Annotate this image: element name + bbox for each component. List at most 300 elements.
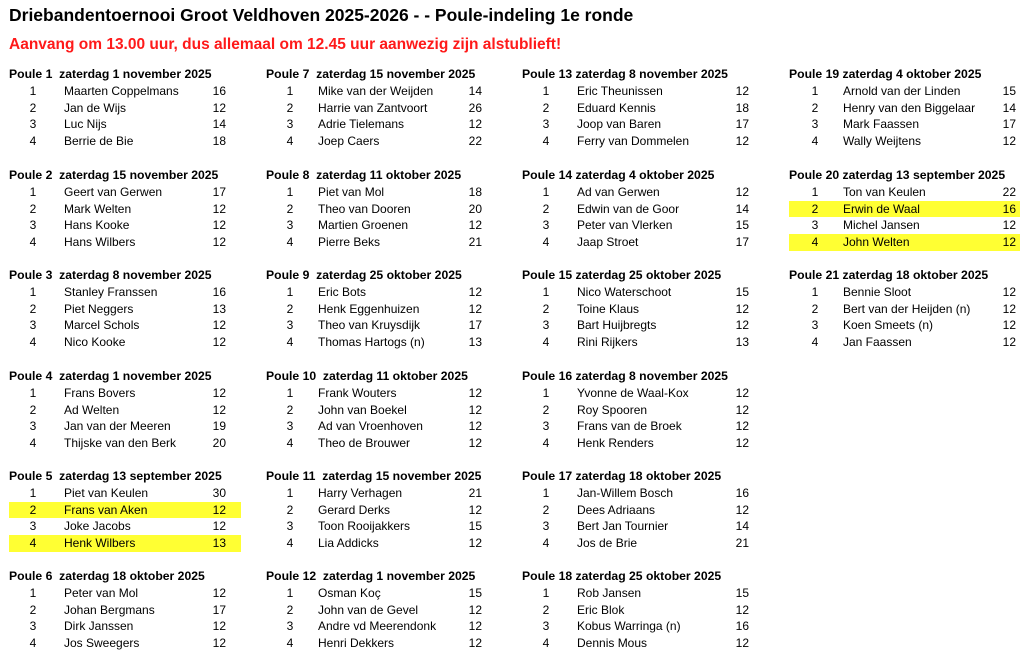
poule-label: Poule 11 (266, 469, 316, 483)
player-row-highlighted (9, 535, 241, 552)
player-name: Jan Faassen (843, 335, 912, 350)
poule-label: Poule 8 (266, 168, 310, 182)
player-row (9, 618, 241, 635)
player-row (266, 402, 498, 419)
player-row (266, 317, 498, 334)
poule-9 (266, 267, 498, 351)
player-name: Rini Rijkers (577, 335, 638, 350)
player-number: 3 (29, 419, 37, 434)
player-row (266, 618, 498, 635)
poule-date: zaterdag 1 november 2025 (322, 569, 476, 583)
player-row (9, 435, 241, 452)
player-name: Berrie de Bie (64, 134, 134, 149)
player-name: Edwin van de Goor (577, 201, 680, 216)
player-number: 3 (29, 619, 37, 634)
player-score: 15 (735, 586, 749, 600)
player-score: 12 (735, 419, 749, 434)
player-name: Wally Weijtens (843, 134, 922, 149)
player-row (522, 184, 754, 201)
poule-1 (9, 66, 241, 150)
player-number: 3 (29, 519, 37, 534)
player-name: Adrie Tielemans (318, 117, 405, 132)
player-name: Martien Groenen (318, 218, 409, 233)
player-score: 12 (212, 201, 226, 216)
player-name: Pierre Beks (318, 235, 381, 250)
player-name: Maarten Coppelmans (64, 84, 179, 98)
player-name: Bennie Sloot (843, 285, 912, 299)
player-score: 12 (1002, 301, 1016, 316)
player-row (9, 635, 241, 652)
player-score: 15 (1002, 84, 1016, 98)
player-score: 14 (735, 201, 749, 216)
player-score: 22 (1002, 185, 1016, 199)
player-number: 3 (542, 117, 550, 132)
player-number: 1 (29, 586, 37, 600)
poule-4 (9, 368, 241, 452)
poule-label: Poule 16 (522, 369, 573, 383)
player-name: Piet van Keulen (64, 486, 149, 500)
poule-label: Poule 7 (266, 67, 310, 81)
poule-header (9, 568, 241, 585)
poule-date: zaterdag 4 oktober 2025 (575, 168, 715, 182)
player-name: Kobus Warringa (n) (577, 619, 681, 634)
player-name: Jos de Brie (577, 536, 638, 551)
player-number: 4 (286, 636, 294, 651)
player-score: 21 (468, 235, 482, 250)
player-name: Rob Jansen (577, 586, 642, 600)
player-number: 2 (29, 402, 37, 417)
poule-header (266, 267, 498, 284)
player-score: 12 (468, 301, 482, 316)
player-score: 16 (1002, 201, 1016, 216)
player-score: 12 (212, 586, 226, 600)
player-score: 13 (735, 335, 749, 350)
player-row (266, 435, 498, 452)
player-row (789, 83, 1020, 100)
player-score: 15 (735, 218, 749, 233)
player-number: 1 (286, 386, 294, 400)
player-row (522, 301, 754, 318)
poule-date: zaterdag 15 november 2025 (322, 469, 482, 483)
player-name: Toon Rooijakkers (318, 519, 411, 534)
player-score: 15 (468, 519, 482, 534)
poule-header (789, 167, 1020, 184)
player-number: 4 (542, 636, 550, 651)
player-score: 12 (468, 536, 482, 551)
player-name: Eric Bots (318, 285, 367, 299)
poule-label: Poule 19 (789, 67, 840, 81)
poule-label: Poule 20 (789, 168, 840, 182)
player-score: 14 (468, 84, 482, 98)
player-number: 1 (811, 185, 819, 199)
player-number: 4 (542, 436, 550, 451)
player-name: Frans Bovers (64, 386, 136, 400)
player-row (266, 635, 498, 652)
poule-label: Poule 12 (266, 569, 317, 583)
player-row (266, 83, 498, 100)
player-score: 20 (212, 436, 226, 451)
player-score: 14 (1002, 100, 1016, 115)
player-score: 14 (735, 519, 749, 534)
player-number: 2 (811, 100, 819, 115)
player-row (9, 116, 241, 133)
player-score: 12 (735, 185, 749, 199)
player-name: Hans Wilbers (64, 235, 136, 250)
player-row (522, 83, 754, 100)
player-name: Eric Blok (577, 602, 625, 617)
player-number: 1 (29, 185, 37, 199)
player-score: 16 (212, 84, 226, 98)
player-score: 12 (735, 602, 749, 617)
player-number: 2 (542, 502, 550, 517)
player-score: 12 (1002, 318, 1016, 333)
player-name: Ad van Gerwen (577, 185, 660, 199)
player-name: Mark Welten (64, 201, 132, 216)
player-row (266, 184, 498, 201)
player-number: 3 (29, 117, 37, 132)
player-score: 12 (468, 386, 482, 400)
player-score: 12 (212, 502, 226, 517)
player-row (9, 184, 241, 201)
player-row (9, 334, 241, 351)
player-number: 1 (29, 486, 37, 500)
poule-header (522, 368, 754, 385)
player-score: 17 (212, 185, 226, 199)
player-name: Luc Nijs (64, 117, 107, 132)
player-name: Toine Klaus (577, 301, 640, 316)
player-name: Hans Kooke (64, 218, 130, 233)
player-number: 3 (286, 117, 294, 132)
player-row-highlighted (789, 201, 1020, 218)
poule-header (266, 568, 498, 585)
player-name: Thomas Hartogs (n) (318, 335, 425, 350)
poule-date: zaterdag 8 november 2025 (575, 369, 728, 383)
poule-header (522, 267, 754, 284)
player-name: Marcel Schols (64, 318, 140, 333)
player-number: 4 (29, 636, 37, 651)
player-score: 15 (735, 285, 749, 299)
player-number: 3 (542, 519, 550, 534)
player-name: Jan van der Meeren (64, 419, 171, 434)
poule-header (789, 66, 1020, 83)
player-number: 3 (286, 318, 294, 333)
player-name: Harry Verhagen (318, 486, 403, 500)
player-name: Bert van der Heijden (n) (843, 301, 971, 316)
player-name: Thijske van den Berk (64, 436, 177, 451)
player-number: 4 (542, 335, 550, 350)
player-row (266, 418, 498, 435)
player-row (522, 116, 754, 133)
player-number: 1 (286, 185, 294, 199)
start-time-notice: Aanvang om 13.00 uur, dus allemaal om 12.45 uur aanwezig zijn alstublieft! (9, 36, 562, 53)
player-row (522, 502, 754, 519)
player-name: Joop van Baren (577, 117, 662, 132)
player-name: Ferry van Dommelen (577, 134, 690, 149)
player-number: 1 (286, 486, 294, 500)
player-name: Mark Faassen (843, 117, 920, 132)
player-name: Gerard Derks (318, 502, 391, 517)
player-name: Osman Koç (318, 586, 381, 600)
player-score: 19 (212, 419, 226, 434)
player-score: 12 (735, 402, 749, 417)
poule-3 (9, 267, 241, 351)
player-score: 12 (735, 502, 749, 517)
player-score: 13 (212, 301, 226, 316)
player-name: Jan-Willem Bosch (577, 486, 674, 500)
player-name: Piet Neggers (64, 301, 134, 316)
poule-header (522, 66, 754, 83)
poule-label: Poule 9 (266, 268, 310, 282)
player-row (522, 284, 754, 301)
player-score: 21 (735, 536, 749, 551)
player-number: 4 (29, 235, 37, 250)
poule-11 (266, 468, 498, 552)
poule-header (9, 66, 241, 83)
poule-header (9, 267, 241, 284)
player-row (522, 485, 754, 502)
player-name: John van Boekel (318, 402, 407, 417)
poule-date: zaterdag 25 oktober 2025 (575, 268, 722, 282)
player-number: 1 (811, 285, 819, 299)
player-number: 3 (542, 318, 550, 333)
player-name: Henri Dekkers (318, 636, 395, 651)
player-name: Henk Renders (577, 436, 654, 451)
player-number: 4 (29, 436, 37, 451)
player-name: Jaap Stroet (577, 235, 639, 250)
player-name: Erwin de Waal (843, 201, 920, 216)
player-row (789, 116, 1020, 133)
player-number: 4 (286, 335, 294, 350)
poule-label: Poule 1 (9, 67, 53, 81)
player-row (266, 485, 498, 502)
player-name: Piet van Mol (318, 185, 385, 199)
player-row (522, 635, 754, 652)
player-name: Theo van Dooren (318, 201, 411, 216)
player-score: 12 (468, 117, 482, 132)
player-number: 3 (286, 218, 294, 233)
poule-label: Poule 5 (9, 469, 53, 483)
player-row (789, 217, 1020, 234)
player-number: 3 (811, 117, 819, 132)
poule-label: Poule 6 (9, 569, 53, 583)
player-row (9, 301, 241, 318)
player-score: 13 (468, 335, 482, 350)
player-score: 20 (468, 201, 482, 216)
player-score: 12 (212, 318, 226, 333)
player-name: Bart Huijbregts (577, 318, 657, 333)
player-score: 12 (212, 519, 226, 534)
player-number: 1 (542, 84, 550, 98)
poule-8 (266, 167, 498, 251)
poule-12 (266, 568, 498, 652)
player-name: Nico Kooke (64, 335, 126, 350)
poule-label: Poule 14 (522, 168, 573, 182)
poule-header (9, 368, 241, 385)
player-name: Bert Jan Tournier (577, 519, 669, 534)
player-row (789, 284, 1020, 301)
player-row (522, 602, 754, 619)
player-number: 3 (29, 318, 37, 333)
player-name: Dees Adriaans (577, 502, 656, 517)
player-row (522, 334, 754, 351)
poule-label: Poule 10 (266, 369, 317, 383)
player-number: 2 (29, 100, 37, 115)
player-score: 21 (468, 486, 482, 500)
player-row (266, 602, 498, 619)
player-row (522, 618, 754, 635)
player-name: Theo de Brouwer (318, 436, 411, 451)
poule-date: zaterdag 11 oktober 2025 (316, 168, 462, 182)
player-score: 16 (735, 619, 749, 634)
player-name: Eric Theunissen (577, 84, 663, 98)
player-score: 12 (212, 235, 226, 250)
player-score: 12 (212, 386, 226, 400)
player-number: 4 (542, 134, 550, 149)
poule-date: zaterdag 1 november 2025 (59, 369, 212, 383)
player-number: 2 (29, 301, 37, 316)
poule-label: Poule 3 (9, 268, 53, 282)
poule-14 (522, 167, 754, 251)
poule-date: zaterdag 15 november 2025 (59, 168, 219, 182)
player-name: Frans van Aken (64, 502, 148, 517)
player-number: 1 (286, 285, 294, 299)
player-score: 12 (468, 218, 482, 233)
player-row (266, 201, 498, 218)
player-row (522, 100, 754, 117)
player-number: 1 (811, 84, 819, 98)
player-score: 12 (1002, 218, 1016, 233)
poule-label: Poule 2 (9, 168, 53, 182)
player-name: Theo van Kruysdijk (318, 318, 421, 333)
player-number: 4 (542, 235, 550, 250)
poule-5 (9, 468, 241, 552)
player-score: 17 (1002, 117, 1016, 132)
player-row (266, 217, 498, 234)
player-row (522, 133, 754, 150)
poule-header (522, 167, 754, 184)
player-number: 3 (286, 519, 294, 534)
player-number: 4 (286, 134, 294, 149)
player-score: 12 (468, 419, 482, 434)
poule-18 (522, 568, 754, 652)
poule-date: zaterdag 18 oktober 2025 (59, 569, 205, 583)
poule-header (9, 468, 241, 485)
player-number: 4 (811, 335, 819, 350)
player-number: 4 (29, 134, 37, 149)
player-score: 12 (212, 100, 226, 115)
player-number: 2 (29, 201, 37, 216)
player-row-highlighted (789, 234, 1020, 251)
player-row (9, 234, 241, 251)
player-score: 12 (212, 636, 226, 651)
player-name: Joep Caers (318, 134, 380, 149)
player-name: Roy Spooren (577, 402, 648, 417)
player-row (9, 418, 241, 435)
player-row (789, 184, 1020, 201)
player-number: 2 (29, 502, 37, 517)
player-row (266, 301, 498, 318)
player-name: Mike van der Weijden (318, 84, 434, 98)
player-name: Koen Smeets (n) (843, 318, 934, 333)
player-number: 1 (286, 84, 294, 98)
poule-label: Poule 21 (789, 268, 840, 282)
player-name: Peter van Mol (64, 586, 139, 600)
player-row (9, 485, 241, 502)
player-score: 12 (468, 402, 482, 417)
player-name: Ad Welten (64, 402, 120, 417)
poule-date: zaterdag 8 november 2025 (575, 67, 728, 81)
player-score: 22 (468, 134, 482, 149)
poule-15 (522, 267, 754, 351)
player-number: 2 (286, 402, 294, 417)
poule-date: zaterdag 18 oktober 2025 (842, 268, 989, 282)
player-name: Yvonne de Waal-Kox (577, 386, 689, 400)
player-row (266, 284, 498, 301)
player-name: Eduard Kennis (577, 100, 656, 115)
player-name: Harrie van Zantvoort (318, 100, 428, 115)
poule-label: Poule 15 (522, 268, 573, 282)
player-score: 17 (468, 318, 482, 333)
player-number: 2 (542, 301, 550, 316)
player-number: 4 (286, 536, 294, 551)
player-row (9, 402, 241, 419)
player-score: 30 (212, 486, 226, 500)
poule-date: zaterdag 25 oktober 2025 (575, 569, 722, 583)
player-row-highlighted (9, 502, 241, 519)
player-number: 2 (542, 602, 550, 617)
player-number: 4 (286, 436, 294, 451)
poule-header (9, 167, 241, 184)
poule-header (266, 468, 498, 485)
player-number: 2 (542, 201, 550, 216)
player-row (522, 418, 754, 435)
poule-date: zaterdag 13 september 2025 (59, 469, 222, 483)
player-score: 18 (468, 185, 482, 199)
poule-label: Poule 18 (522, 569, 573, 583)
player-number: 3 (811, 318, 819, 333)
player-row (266, 100, 498, 117)
poule-date: zaterdag 1 november 2025 (59, 67, 212, 81)
poule-label: Poule 4 (9, 369, 53, 383)
poule-date: zaterdag 11 oktober 2025 (322, 369, 468, 383)
player-number: 3 (542, 218, 550, 233)
player-number: 3 (811, 218, 819, 233)
poule-header (789, 267, 1020, 284)
player-score: 12 (735, 318, 749, 333)
player-row (522, 317, 754, 334)
player-name: Lia Addicks (318, 536, 379, 551)
poule-date: zaterdag 15 november 2025 (316, 67, 476, 81)
player-name: Joke Jacobs (64, 519, 131, 534)
player-number: 3 (29, 218, 37, 233)
player-row (9, 284, 241, 301)
player-number: 3 (542, 619, 550, 634)
player-row (789, 317, 1020, 334)
player-score: 12 (735, 436, 749, 451)
player-row (789, 334, 1020, 351)
player-row (9, 133, 241, 150)
player-number: 4 (29, 335, 37, 350)
player-name: Johan Bergmans (64, 602, 155, 617)
player-name: Michel Jansen (843, 218, 920, 233)
player-name: Dirk Janssen (64, 619, 134, 634)
player-row (9, 100, 241, 117)
poule-13 (522, 66, 754, 150)
player-row (9, 317, 241, 334)
player-score: 16 (212, 285, 226, 299)
poule-date: zaterdag 18 oktober 2025 (575, 469, 722, 483)
player-number: 1 (542, 285, 550, 299)
